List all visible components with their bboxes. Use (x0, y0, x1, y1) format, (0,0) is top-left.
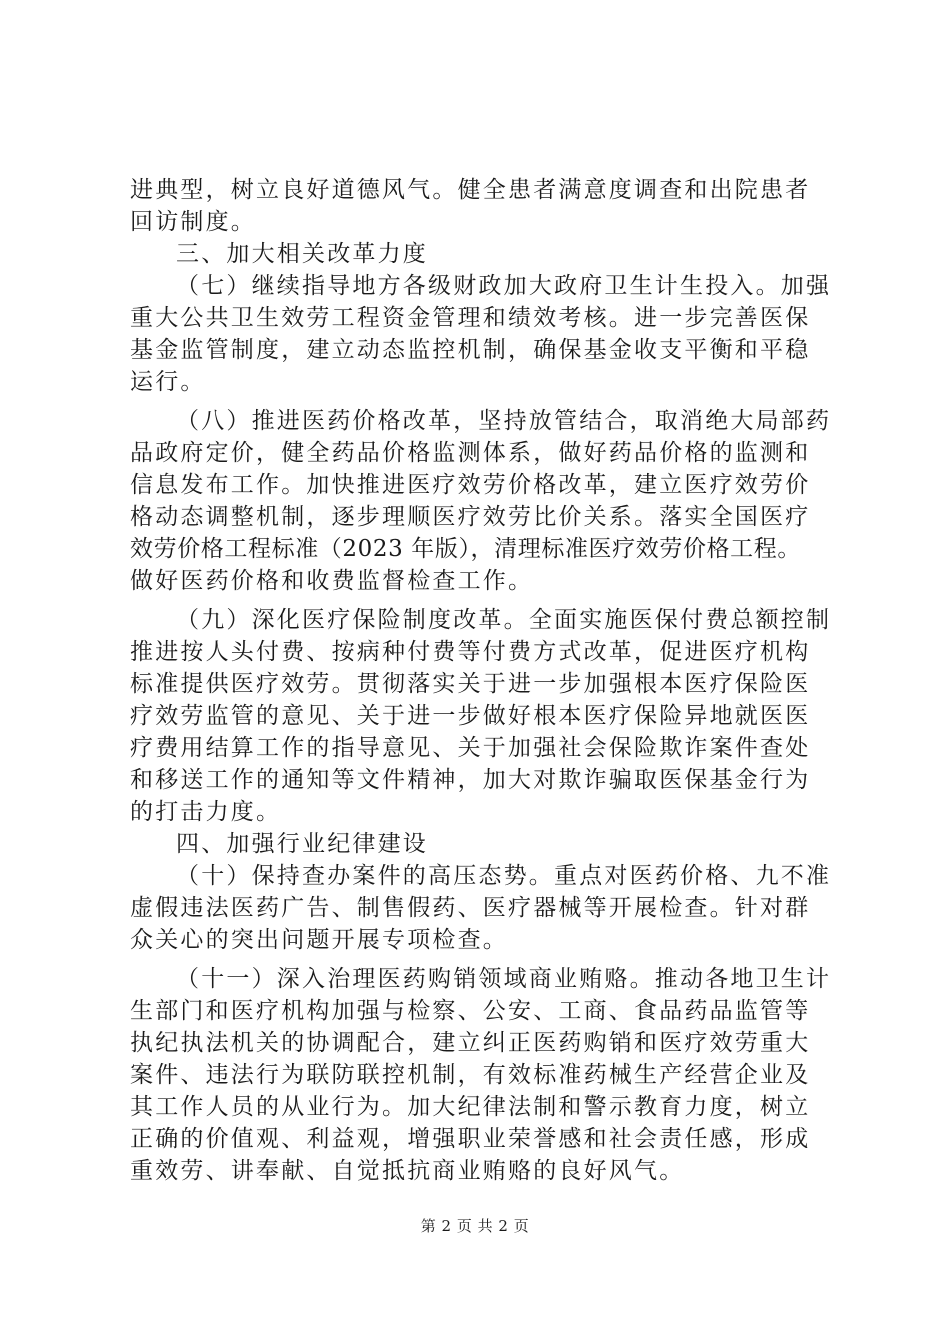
text-line: 的打击力度。 (130, 799, 282, 825)
text-line: 进典型，树立良好道德风气。健全患者满意度调查和出院患者 (130, 177, 811, 203)
text-line: （十）保持查办案件的高压态势。重点对医药价格、九不准 (176, 863, 832, 889)
text-line: 其工作人员的从业行为。加大纪律法制和警示教育力度，树立 (130, 1094, 811, 1120)
text-line: 效劳价格工程标准（2023 年版），清理标准医疗效劳价格工程。 (130, 536, 801, 562)
paragraph-spacer (130, 398, 842, 405)
page-number-footer: 第 2 页 共 2 页 (420, 1217, 530, 1235)
text-line: 众关心的突出问题开展专项检查。 (130, 927, 508, 953)
section-heading-4 (130, 828, 842, 860)
paragraph-spacer (130, 956, 842, 963)
text-line: 和移送工作的通知等文件精神，加大对欺诈骗取医保基金行为 (130, 767, 811, 793)
paragraph-spacer (130, 597, 842, 604)
text-line: （七）继续指导地方各级财政加大政府卫生计生投入。加强 (176, 273, 832, 299)
paragraph-item-10 (130, 860, 842, 956)
paragraph-item-9 (130, 604, 842, 828)
text-line: 执纪执法机关的协调配合，建立纠正医药购销和医疗效劳重大 (130, 1030, 811, 1056)
text-line: 运行。 (130, 369, 206, 395)
text-line: 推进按人头付费、按病种付费等付费方式改革，促进医疗机构 (130, 639, 811, 665)
text-line: 信息发布工作。加快推进医疗效劳价格改革，建立医疗效劳价 (130, 472, 811, 498)
text-line: （八）推进医药价格改革，坚持放管结合，取消绝大局部药 (176, 408, 832, 434)
text-line: 正确的价值观、利益观，增强职业荣誉感和社会责任感，形成 (130, 1126, 811, 1152)
text-line: 重效劳、讲奉献、自觉抵抗商业贿赂的良好风气。 (130, 1158, 685, 1184)
text-line: 回访制度。 (130, 209, 256, 235)
text-line: 疗效劳监管的意见、关于进一步做好根本医疗保险异地就医医 (130, 703, 811, 729)
text-line: 做好医药价格和收费监督检查工作。 (130, 568, 534, 594)
paragraph-item-8 (130, 405, 842, 597)
paragraph-continuation (130, 174, 842, 238)
paragraph-item-11 (130, 963, 842, 1187)
text-line: 标准提供医疗效劳。贯彻落实关于进一步加强根本医疗保险医 (130, 671, 811, 697)
text-line: 重大公共卫生效劳工程资金管理和绩效考核。进一步完善医保 (130, 305, 811, 331)
text-line: 案件、违法行为联防联控机制，有效标准药械生产经营企业及 (130, 1062, 811, 1088)
text-line: 生部门和医疗机构加强与检察、公安、工商、食品药品监管等 (130, 998, 811, 1024)
text-line: （九）深化医疗保险制度改革。全面实施医保付费总额控制 (176, 607, 832, 633)
document-body (130, 174, 842, 1187)
paragraph-item-7 (130, 270, 842, 398)
text-line: 虚假违法医药广告、制售假药、医疗器械等开展检查。针对群 (130, 895, 811, 921)
text-line: （十一）深入治理医药购销领域商业贿赂。推动各地卫生计 (176, 966, 832, 992)
text-line: 疗费用结算工作的指导意见、关于加强社会保险欺诈案件查处 (130, 735, 811, 761)
text-line: 三、加大相关改革力度 (176, 241, 428, 267)
section-heading-3 (130, 238, 842, 270)
text-line: 四、加强行业纪律建设 (176, 831, 428, 857)
text-line: 格动态调整机制，逐步理顺医疗效劳比价关系。落实全国医疗 (130, 504, 811, 530)
text-line: 基金监管制度，建立动态监控机制，确保基金收支平衡和平稳 (130, 337, 811, 363)
text-line: 品政府定价，健全药品价格监测体系，做好药品价格的监测和 (130, 440, 811, 466)
